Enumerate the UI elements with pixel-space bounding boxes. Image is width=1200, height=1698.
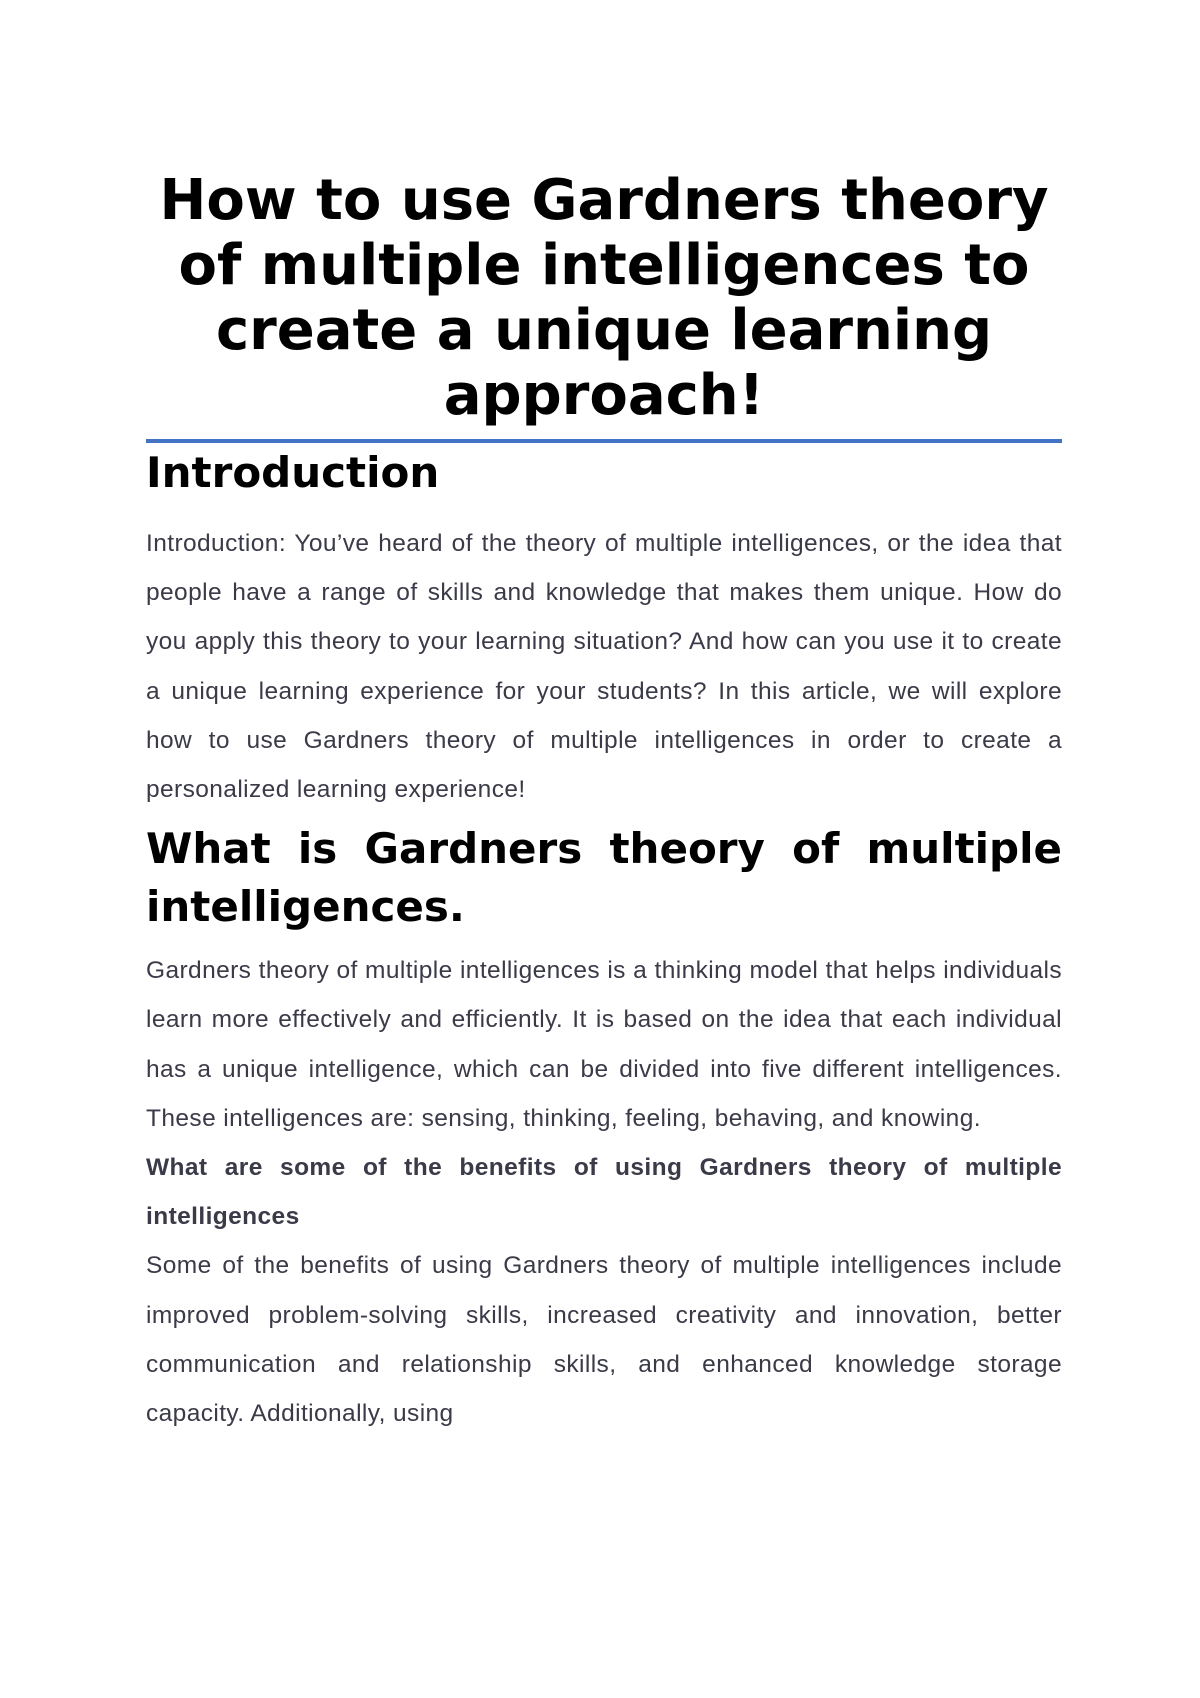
document-content [146, 168, 1062, 1438]
what-is-paragraph: Gardners theory of multiple intelligences is a thinking model that helps individuals learn more effectively and efficiently. It is based on the idea that each individual has a unique intelligence, which can be divided into five different intelligences. These intelligences are: sensing, thinking, feeling, behaving, and knowing. [146, 957, 1062, 1132]
title-underline-rule [146, 439, 1062, 443]
introduction-heading: Introduction [146, 448, 440, 497]
what-is-heading: What is Gardners theory of multiple intelligences. [146, 824, 1062, 932]
introduction-paragraph: Introduction: You’ve heard of the theory of multiple intelligences, or the idea that people have a range of skills and knowledge that makes them unique. How do you apply this theory to your learning situation? And how can you use it to create a unique learning experience for your students? In this article, we will explore how to use Gardners theory of multiple intelligences in order to create a personalized learning experience! [146, 530, 1062, 804]
benefits-heading: What are some of the benefits of using Gardners theory of multiple intelligences [146, 1154, 1062, 1231]
benefits-paragraph: Some of the benefits of using Gardners theory of multiple intelligences include improved problem-solving skills, increased creativity and innovation, better communication and relationship skills, and enhanced knowledge storage capacity. Additionally, using [146, 1252, 1062, 1428]
document-title: How to use Gardners theory of multiple intelligences to create a unique learning approach! [159, 168, 1049, 428]
